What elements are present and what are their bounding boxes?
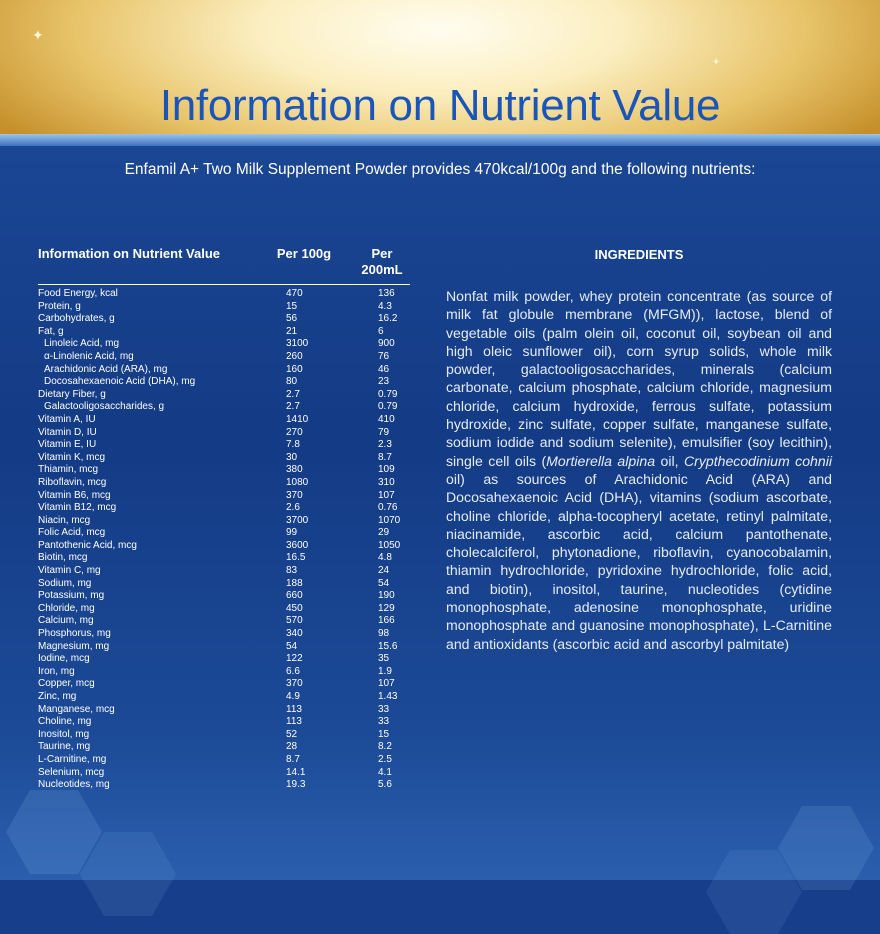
- ingredients-text: [446, 287, 832, 653]
- value-per-200ml: 2.5: [378, 753, 392, 765]
- value-per-100g: 6.6: [286, 665, 300, 677]
- table-row: [38, 590, 410, 603]
- value-per-200ml: 410: [378, 413, 395, 425]
- table-header: [38, 246, 410, 284]
- value-per-100g: 30: [286, 451, 298, 463]
- table-row: [38, 641, 410, 654]
- table-row: [38, 653, 410, 666]
- table-row: [38, 502, 410, 515]
- value-per-200ml: 900: [378, 338, 395, 350]
- nutrient-name: Vitamin E, IU: [38, 439, 97, 451]
- value-per-100g: 370: [286, 489, 303, 501]
- nutrient-name: Biotin, mcg: [38, 552, 88, 564]
- table-row: [38, 704, 410, 717]
- value-per-100g: 188: [286, 577, 303, 589]
- table-row: [38, 691, 410, 704]
- value-per-100g: 1410: [286, 413, 309, 425]
- table-row: [38, 578, 410, 591]
- table-row: [38, 729, 410, 742]
- value-per-200ml: 29: [378, 527, 390, 539]
- value-per-100g: 83: [286, 565, 298, 577]
- table-row: [38, 615, 410, 628]
- nutrient-name: Vitamin D, IU: [38, 426, 97, 438]
- value-per-100g: 3700: [286, 514, 309, 526]
- table-row: [38, 527, 410, 540]
- nutrient-name: Selenium, mcg: [38, 766, 105, 778]
- value-per-100g: 56: [286, 313, 298, 325]
- table-row: [38, 779, 410, 792]
- value-per-200ml: 4.3: [378, 300, 392, 312]
- table-row: [38, 376, 410, 389]
- table-row: [38, 603, 410, 616]
- value-per-200ml: 33: [378, 703, 390, 715]
- value-per-100g: 99: [286, 527, 298, 539]
- ingredients-text-part: oil) as sources of Arachidonic Acid (ARA) and Docosahexaenoic Acid (DHA), vitamins (sodium ascorbate, choline chloride, alpha-tocopheryl acetate, retinyl palmitate, niacinamide, ascorbic acid, calcium pantothenate, cholecalciferol, phytonadione, riboflavin, cyanocobalamin, thiamin hydrochloride, pyridoxine hydrochloride, folic acid, and biotin), inositol, taurine, nucleotides (cytidine monophosphate, adenosine monophosphate, uridine monophosphate and guanosine monophosphate), L-Carnitine and antioxidants (ascorbic acid and ascorbyl palmitate): [446, 470, 832, 652]
- value-per-100g: 270: [286, 426, 303, 438]
- table-row: [38, 301, 410, 314]
- value-per-100g: 14.1: [286, 766, 306, 778]
- nutrient-name: Vitamin B12, mcg: [38, 502, 117, 514]
- nutrient-name: Nucleotides, mg: [38, 779, 110, 791]
- nutrient-name: Niacin, mcg: [38, 514, 91, 526]
- value-per-100g: 113: [286, 716, 302, 728]
- nutrient-name: Manganese, mcg: [38, 703, 115, 715]
- table-row: [38, 678, 410, 691]
- header-divider-line: [38, 284, 410, 285]
- header-per-100g: Per 100g: [276, 246, 332, 261]
- nutrient-name: Sodium, mg: [38, 577, 92, 589]
- nutrient-name: Calcium, mg: [38, 615, 94, 627]
- table-row: [38, 338, 410, 351]
- table-row: [38, 326, 410, 339]
- table-row: [38, 552, 410, 565]
- value-per-200ml: 8.7: [378, 451, 392, 463]
- value-per-200ml: 4.8: [378, 552, 392, 564]
- header-nutrient: Information on Nutrient Value: [38, 246, 221, 261]
- value-per-200ml: 24: [378, 565, 390, 577]
- ingredients-italic-name: Crypthecodinium cohnii: [683, 452, 832, 469]
- nutrient-name: Iodine, mcg: [38, 653, 90, 665]
- nutrient-name: Chloride, mg: [38, 602, 95, 614]
- table-row: [38, 754, 410, 767]
- value-per-200ml: 1.43: [378, 691, 398, 702]
- nutrient-name: Vitamin K, mcg: [38, 451, 106, 463]
- value-per-100g: 660: [286, 590, 303, 602]
- header-per-200ml: Per 200mL: [361, 246, 403, 277]
- nutrient-name: Dietary Fiber, g: [38, 388, 106, 400]
- value-per-100g: 19.3: [286, 779, 306, 791]
- nutrient-name: Magnesium, mg: [38, 640, 110, 652]
- nutrient-name: Carbohydrates, g: [38, 313, 115, 325]
- value-per-200ml: 107: [378, 678, 395, 690]
- nutrient-name: Pantothenic Acid, mcg: [38, 539, 137, 551]
- value-per-200ml: 15.6: [378, 640, 398, 652]
- value-per-200ml: 109: [378, 464, 395, 476]
- nutrient-name: Thiamin, mcg: [38, 464, 99, 476]
- table-row: [38, 477, 410, 490]
- value-per-100g: 15: [286, 300, 298, 312]
- table-row: [38, 351, 410, 364]
- table-row: [38, 628, 410, 641]
- nutrient-name: Galactooligosaccharides, g: [44, 401, 165, 413]
- table-row: [38, 540, 410, 553]
- nutrient-name: Arachidonic Acid (ARA), mg: [44, 363, 168, 375]
- nutrient-name: Riboflavin, mcg: [38, 476, 107, 488]
- nutrient-name: Fat, g: [38, 325, 64, 337]
- nutrient-name: Taurine, mg: [38, 741, 91, 753]
- table-row: [38, 288, 410, 301]
- value-per-200ml: 190: [378, 590, 395, 602]
- value-per-200ml: 23: [378, 376, 390, 388]
- sparkle-icon: ✦: [32, 27, 44, 43]
- value-per-200ml: 166: [378, 615, 395, 627]
- nutrient-table: [38, 246, 410, 791]
- value-per-200ml: 1.9: [378, 665, 392, 677]
- value-per-200ml: 310: [378, 476, 395, 488]
- nutrient-name: Vitamin B6, mcg: [38, 489, 111, 501]
- value-per-100g: 2.6: [286, 502, 300, 514]
- value-per-100g: 260: [286, 350, 303, 362]
- sparkle-icon: ✦: [712, 57, 721, 68]
- value-per-100g: 380: [286, 464, 303, 476]
- value-per-200ml: 79: [378, 426, 390, 438]
- nutrient-name: Iron, mg: [38, 665, 75, 677]
- nutrient-name: Vitamin C, mg: [38, 565, 101, 577]
- value-per-200ml: 6: [378, 325, 384, 337]
- ingredients-text-part: oil,: [655, 452, 684, 469]
- value-per-200ml: 46: [378, 363, 390, 375]
- value-per-200ml: 33: [378, 716, 390, 728]
- value-per-100g: 4.9: [286, 691, 300, 702]
- table-row: [38, 414, 410, 427]
- value-per-200ml: 35: [378, 653, 390, 665]
- table-row: [38, 364, 410, 377]
- value-per-100g: 28: [286, 741, 298, 753]
- value-per-100g: 1080: [286, 476, 309, 488]
- value-per-200ml: 107: [378, 489, 395, 501]
- nutrient-name: Zinc, mg: [38, 691, 77, 702]
- value-per-200ml: 2.3: [378, 439, 392, 451]
- table-row: [38, 565, 410, 578]
- value-per-100g: 2.7: [286, 388, 300, 400]
- value-per-100g: 450: [286, 602, 303, 614]
- value-per-100g: 570: [286, 615, 303, 627]
- nutrient-name: Protein, g: [38, 300, 81, 312]
- value-per-100g: 113: [286, 703, 302, 715]
- value-per-200ml: 15: [378, 728, 390, 740]
- nutrient-name: Linoleic Acid, mg: [44, 338, 120, 350]
- ingredients-heading: INGREDIENTS: [594, 247, 684, 262]
- value-per-100g: 54: [286, 640, 298, 652]
- table-row: [38, 464, 410, 477]
- value-per-200ml: 136: [378, 288, 395, 299]
- value-per-200ml: 1050: [378, 539, 401, 551]
- value-per-100g: 122: [286, 653, 303, 665]
- table-row: [38, 452, 410, 465]
- value-per-200ml: 76: [378, 350, 390, 362]
- value-per-100g: 2.7: [286, 401, 300, 413]
- value-per-200ml: 54: [378, 577, 390, 589]
- value-per-200ml: 0.76: [378, 502, 398, 514]
- table-row: [38, 389, 410, 402]
- nutrient-name: Inositol, mg: [38, 728, 90, 740]
- nutrient-name: Vitamin A, IU: [38, 413, 96, 425]
- table-row: [38, 767, 410, 780]
- ingredients-text-part: Nonfat milk powder, whey protein concentrate (as source of milk fat globule membrane (MFGM)), lactose, blend of vegetable oils (palm olein oil, coconut oil, soybean oil and high oleic sunflower oil), corn syrup solids, whole milk powder, galactooligosaccharides, minerals (calcium carbonate, calcium phosphate, calcium chloride, magnesium chloride, calcium hydroxide, ferrous sulfate, potassium hydroxide, zinc sulfate, copper sulfate, manganese sulfate, sodium iodide and sodium selenite), emulsifier (soy lecithin), single cell oils (: [446, 288, 832, 469]
- page-title: Information on Nutrient Value: [159, 81, 721, 130]
- nutrient-name: Food Energy, kcal: [38, 288, 118, 299]
- table-row: [38, 427, 410, 440]
- nutrient-name: Docosahexaenoic Acid (DHA), mg: [44, 376, 196, 388]
- nutrient-name: Potassium, mg: [38, 590, 105, 602]
- value-per-200ml: 0.79: [378, 388, 398, 400]
- value-per-100g: 21: [286, 325, 298, 337]
- value-per-200ml: 1070: [378, 514, 401, 526]
- page-subtitle: Enfamil A+ Two Milk Supplement Powder provides 470kcal/100g and the following nutrients:: [124, 161, 756, 178]
- nutrient-name: Folic Acid, mcg: [38, 527, 106, 539]
- table-row: [38, 490, 410, 503]
- nutrient-name: L-Carnitine, mg: [38, 753, 107, 765]
- table-row: [38, 401, 410, 414]
- value-per-100g: 7.8: [286, 439, 300, 451]
- table-row: [38, 666, 410, 679]
- value-per-200ml: 129: [378, 602, 395, 614]
- value-per-200ml: 4.1: [378, 766, 392, 778]
- value-per-100g: 80: [286, 376, 298, 388]
- table-row: [38, 741, 410, 754]
- value-per-200ml: 0.79: [378, 401, 398, 413]
- value-per-100g: 8.7: [286, 753, 300, 765]
- value-per-200ml: 5.6: [378, 779, 392, 791]
- value-per-100g: 340: [286, 628, 303, 640]
- value-per-100g: 470: [286, 288, 303, 299]
- value-per-100g: 370: [286, 678, 303, 690]
- value-per-100g: 160: [286, 363, 303, 375]
- value-per-100g: 3600: [286, 539, 309, 551]
- table-row: [38, 716, 410, 729]
- value-per-200ml: 16.2: [378, 313, 398, 325]
- value-per-100g: 3100: [286, 338, 309, 350]
- nutrient-name: Choline, mg: [38, 716, 92, 728]
- value-per-200ml: 98: [378, 628, 390, 640]
- table-row: [38, 439, 410, 452]
- table-row: [38, 515, 410, 528]
- nutrient-name: α-Linolenic Acid, mg: [44, 350, 134, 362]
- value-per-200ml: 8.2: [378, 741, 392, 753]
- table-row: [38, 313, 410, 326]
- nutrient-name: Copper, mcg: [38, 678, 95, 690]
- value-per-100g: 16.5: [286, 552, 306, 564]
- ingredients-italic-name: Mortierella alpina: [546, 452, 656, 469]
- nutrient-name: Phosphorus, mg: [38, 628, 111, 640]
- table-body: [38, 288, 410, 792]
- value-per-100g: 52: [286, 728, 298, 740]
- header-divider: [0, 134, 880, 146]
